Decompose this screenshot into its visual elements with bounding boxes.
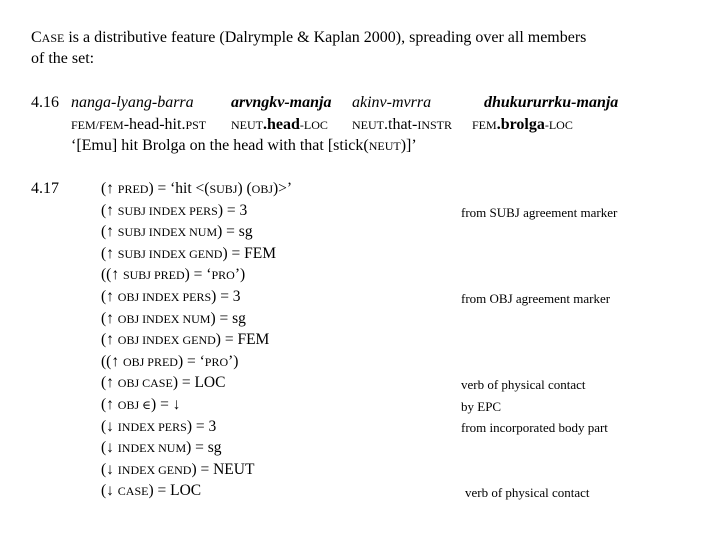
gloss-4-bold: .brolga	[496, 116, 545, 133]
gloss-2-bold: .head	[263, 116, 300, 133]
fs-feature-path: OBJ ∈	[117, 398, 152, 412]
fs-feature-path: SUBJ INDEX NUM	[117, 225, 218, 240]
intro-line-1-text: is a distributive feature (Dalrymple & Kaplan 2000), spreading over all members	[64, 29, 587, 46]
fs-equation-text: ) = LOC	[148, 482, 202, 500]
fs-feature-path: INDEX GEND	[117, 462, 192, 477]
gloss-3-sc2: INSTR	[417, 118, 452, 132]
fs-equation-text: ) = ‘	[177, 352, 205, 370]
intro-case-smallcaps: ASE	[41, 31, 65, 45]
note-physical-contact-1: verb of physical contact	[461, 377, 586, 392]
fs-equation-text: (↑	[101, 374, 118, 392]
fs-equation-text: ) = ‘	[184, 266, 212, 284]
example-number-4-16: 4.16	[31, 94, 59, 111]
translation-text-b: )]’	[400, 137, 417, 154]
fs-feature-path: OBJ INDEX GEND	[117, 333, 216, 348]
fs-equation-row	[101, 353, 238, 371]
fs-equation-text: ’)	[234, 266, 246, 284]
fs-equation-text: )>’	[273, 180, 293, 197]
ex416-word-3: akinv-mvrra	[352, 94, 432, 111]
fs-equation-row	[101, 374, 225, 392]
fs-equation-row	[101, 266, 245, 284]
fs-equation-text: ) = NEUT	[191, 460, 255, 478]
ex416-word-1: nanga-lyang-barra	[71, 94, 194, 111]
gloss-1-text: -head-hit.	[123, 116, 186, 133]
fs-equation-row	[101, 202, 247, 220]
fs-equation-row	[101, 310, 246, 328]
fs-feature-path: SUBJ PRED	[122, 268, 185, 283]
fs-equation-text: ) = 3	[186, 417, 217, 435]
fs-feature-path: SUBJ INDEX PERS	[117, 203, 218, 218]
fs-feature-path: PRO	[204, 354, 229, 369]
fs-equation-text: ) = ↓	[151, 396, 181, 413]
intro-line-1	[31, 29, 586, 47]
fs-feature-path: OBJ INDEX NUM	[117, 311, 211, 326]
fs-equation-text: ) = sg	[210, 309, 246, 327]
fs-feature-path: INDEX PERS	[117, 419, 187, 434]
fs-equation-text: (↑	[101, 201, 118, 219]
gloss-3-text: .that-	[384, 116, 418, 133]
fs-equation-row	[101, 396, 180, 414]
fs-equation-text: ) = FEM	[222, 244, 276, 262]
fs-equation-text: (↑	[101, 180, 118, 197]
ex416-translation	[71, 137, 417, 155]
fs-feature-path: OBJ PRED	[122, 354, 178, 369]
note-physical-contact-2: verb of physical contact	[465, 485, 590, 500]
gloss-2-sc: NEUT	[231, 118, 263, 132]
intro-line-2	[31, 50, 94, 68]
gloss-1-sc2: PST	[185, 118, 207, 132]
fs-feature-path: OBJ INDEX PERS	[117, 290, 212, 304]
note-epc: by EPC	[461, 399, 502, 414]
fs-equation-text: (↑	[101, 244, 118, 262]
fs-equation-row	[101, 461, 254, 479]
note-body-part: from incorporated body part	[461, 420, 608, 435]
fs-equation-text: ) = sg	[186, 439, 222, 457]
fs-feature-path: PRO	[211, 268, 235, 283]
example-number-4-17: 4.17	[31, 180, 59, 197]
fs-equation-row	[101, 439, 222, 457]
note-obj-agreement: from OBJ agreement marker	[461, 291, 611, 306]
fs-feature-path: OBJ	[251, 182, 274, 196]
fs-equation-row	[101, 245, 276, 263]
note-subj-agreement: from SUBJ agreement marker	[461, 205, 618, 220]
fs-equation-text: (↓	[101, 482, 118, 500]
fs-equation-row	[101, 288, 241, 306]
ex416-gloss-4	[472, 116, 573, 134]
fs-equation-text: (↑	[101, 223, 118, 241]
fs-equation-text: (↑	[101, 288, 118, 305]
fs-equation-row	[101, 331, 269, 349]
fs-feature-path: INDEX NUM	[117, 441, 187, 456]
ex416-word-2: arvngkv-manja	[231, 94, 332, 111]
ex416-gloss-line	[71, 116, 206, 134]
fs-equation-text: (↑	[101, 396, 118, 413]
fs-equation-text: ) = sg	[217, 223, 253, 241]
fs-equation-text: ) = LOC	[172, 374, 226, 392]
fs-feature-path: SUBJ	[209, 182, 238, 196]
fs-equation-text: (↓	[101, 417, 118, 435]
fs-equation-text: ((↑	[101, 266, 123, 284]
fs-equation-text: (↑	[101, 309, 118, 327]
fs-equation-text: (↓	[101, 460, 118, 478]
fs-equation-text: ) (	[237, 180, 252, 197]
fs-equation-row	[101, 180, 292, 198]
gloss-2-sc2: -LOC	[299, 118, 328, 132]
fs-feature-path: CASE	[117, 484, 149, 499]
fs-equation-text: ) = 3	[211, 288, 241, 305]
gloss-4-sc2: -LOC	[544, 118, 573, 132]
fs-feature-path: OBJ CASE	[117, 376, 173, 391]
gloss-3-sc: NEUT	[352, 118, 384, 132]
fs-equation-text: ((↑	[101, 352, 123, 370]
ex416-word-4: dhukururrku-manja	[484, 94, 619, 111]
fs-equation-row	[101, 482, 201, 500]
gloss-1-sc: FEM/FEM	[71, 118, 124, 132]
fs-feature-path: PRED	[117, 182, 149, 196]
gloss-4-sc: FEM	[472, 118, 497, 132]
fs-equation-text: (↓	[101, 439, 118, 457]
fs-feature-path: SUBJ INDEX GEND	[117, 246, 223, 261]
fs-equation-row	[101, 418, 216, 436]
ex416-gloss-2	[231, 116, 328, 134]
fs-equation-row	[101, 223, 253, 241]
ex416-gloss-3	[352, 116, 452, 134]
fs-equation-text: ) = ‘hit <(	[148, 180, 210, 197]
fs-equation-text: (↑	[101, 331, 118, 349]
fs-equation-text: ) = 3	[217, 201, 248, 219]
fs-equation-text: ) = FEM	[215, 331, 270, 349]
intro-line-2-text: of the set:	[31, 50, 95, 67]
fs-equation-text: ’)	[228, 352, 239, 370]
translation-sc: NEUT	[368, 139, 401, 153]
translation-text-a: ‘[Emu] hit Brolga on the head with that [stick(	[71, 137, 369, 154]
intro-case-cap: C	[31, 29, 42, 46]
